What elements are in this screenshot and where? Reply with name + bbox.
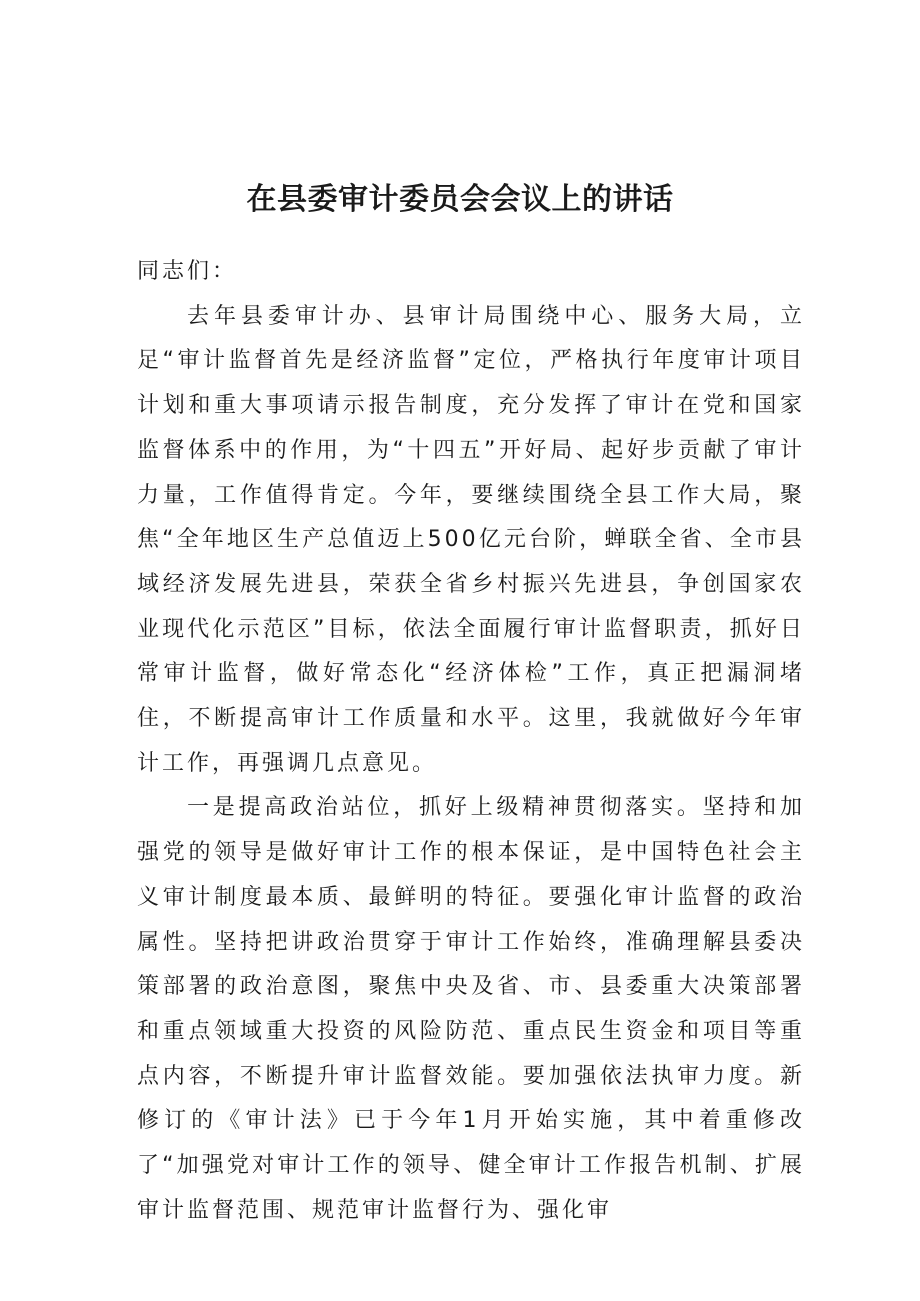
paragraph-1: 去年县委审计办、县审计局围绕中心、服务大局，立足“审计监督首先是经济监督”定位，严格执行年度审计项目计划和重大事项请示报告制度，充分发挥了审计在党和国家监督体系中的作用，为“十四五”开好局、起好步贡献了审计力量，工作值得肯定。今年，要继续围绕全县工作大局，聚焦“全年地区生产总值迈上500亿元台阶，蝉联全省、全市县域经济发展先进县，荣获全省乡村振兴先进县，争创国家农业现代化示范区”目标，依法全面履行审计监督职责，抓好日常审计监督，做好常态化“经济体检”工作，真正把漏洞堵住，不断提高审计工作质量和水平。这里，我就做好今年审计工作，再强调几点意见。 xyxy=(137,303,805,776)
document-body xyxy=(137,250,805,1233)
salutation: 同志们： xyxy=(137,259,238,284)
document-title: 在县委审计委员会会议上的讲话 xyxy=(246,182,674,218)
paragraph-2: 一是提高政治站位，抓好上级精神贯彻落实。坚持和加强党的领导是做好审计工作的根本保证，是中国特色社会主义审计制度最本质、最鲜明的特征。要强化审计监督的政治属性。坚持把讲政治贯穿于审计工作始终，准确理解县委决策部署的政治意图，聚焦中央及省、市、县委重大决策部署和重点领域重大投资的风险防范、重点民生资金和项目等重点内容，不断提升审计监督效能。要加强依法执审力度。新修订的《审计法》已于今年1月开始实施，其中着重修改了“加强党对审计工作的领导、健全审计工作报告机制、扩展审计监督范围、规范审计监督行为、强化审 xyxy=(137,795,805,1223)
